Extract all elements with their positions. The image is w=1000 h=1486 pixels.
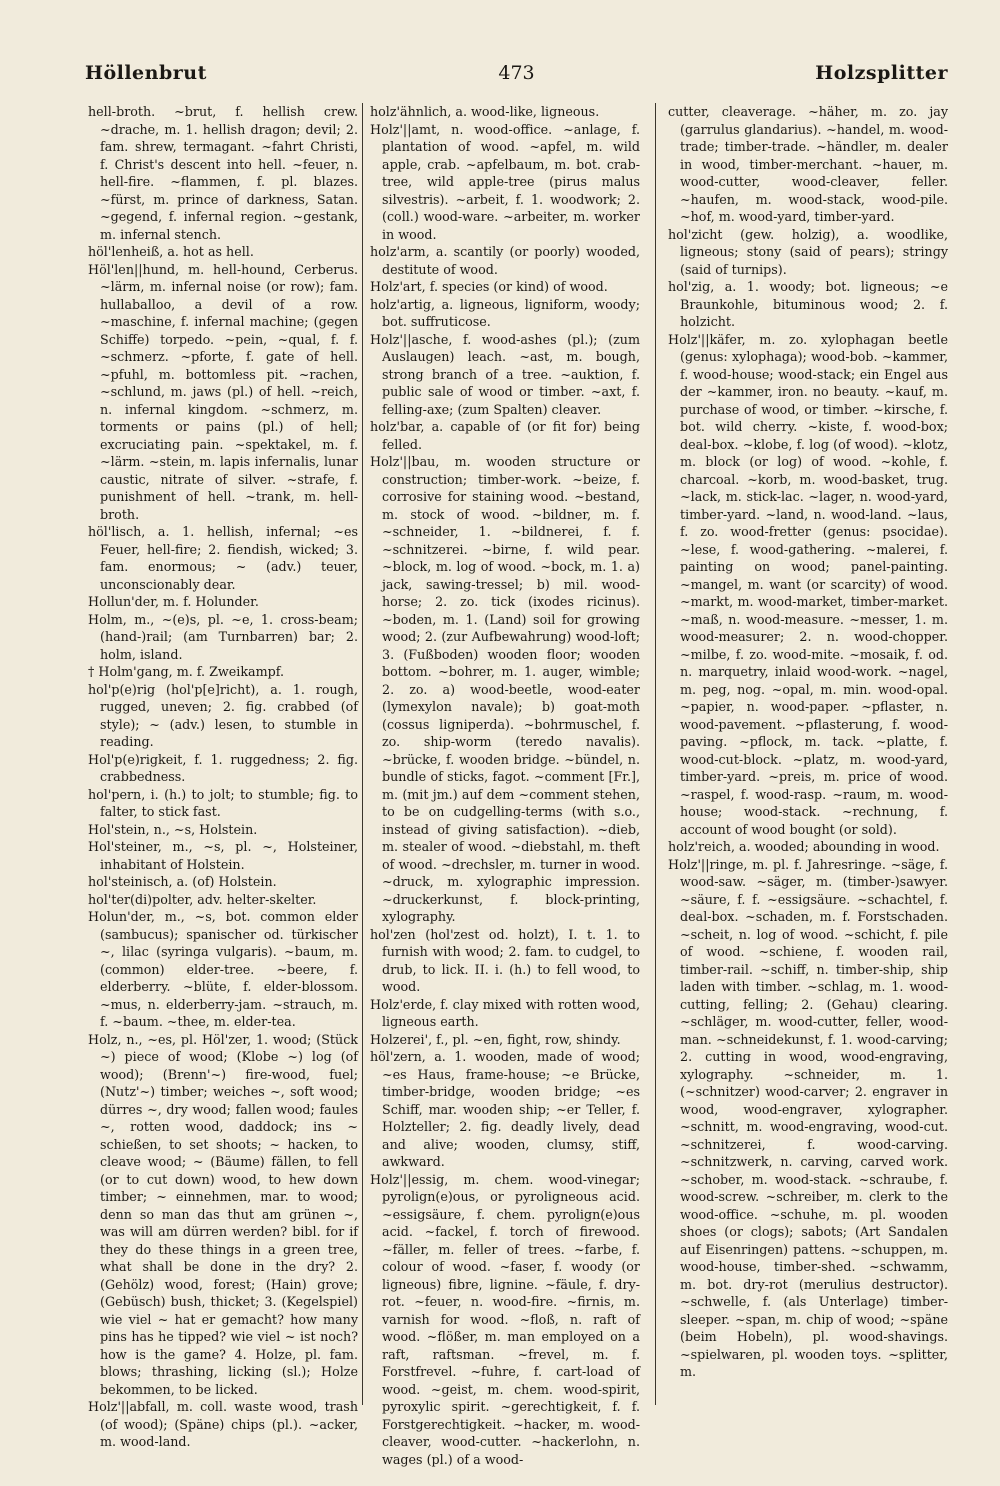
dictionary-entry: holz'reich, a. wooded; abounding in wood. [668,839,940,854]
column-1 [88,103,358,1449]
dictionary-entry: Holz'||käfer, m. zo. xylophagan beetle (genus: xylophaga); wood-bob. ~kammer, f. wood-house; wood-stack; ein Engel aus der ~kammer, iron. no beauty. ~kauf, m. purchase of wood, or timber. ~kirsche, f. bot. wild cherry. ~kiste, f. wood-box; deal-box. ~klobe, f. log (of wood). ~klotz, m. block (or log) of wood. ~kohle, f. charcoal. ~korb, m. wood-basket, trug. ~lack, m. stick-lac. ~lager, n. wood-yard, timber-yard. ~land, n. wood-land. ~laus, f. zo. wood-fretter (genus: psocidae). ~lese, f. wood-gathering. ~malerei, f. painting on wood; panel-painting. ~mangel, m. want (or scarcity) of wood. ~markt, m. wood-market, timber-market. ~maß, n. wood-measure. ~messer, 1. m. wood-measurer; 2. n. wood-chopper. ~milbe, f. zo. wood-mite. ~mosaik, f. od. n. marquetry, inlaid wood-work. ~nagel, m. peg, nog. ~opal, m. min. wood-opal. ~papier, n. wood-paper. ~pflaster, n. wood-pavement. ~pflasterung, f. wood-paving. ~pflock, m. tack. ~platte, f. wood-cut-block. ~platz, m. wood-yard, timber-yard. ~preis, m. price of wood. ~raspel, f. wood-rasp. ~raum, m. wood-house; wood-stack. ~rechnung, f. account of wood bought (or sold). [668,331,948,837]
dictionary-entry: Holz'erde, f. clay mixed with rotten wood, ligneous earth. [370,996,640,1029]
dictionary-entry: hell-broth. ~brut, f. hellish crew. ~drache, m. 1. hellish dragon; devil; 2. fam. shrew, termagant. ~fahrt Christi, f. Christ's descent into hell. ~feuer, n. hell-fire. ~flammen, f. pl. blazes. ~fürst, m. prince of darkness, Satan. ~gegend, f. infernal region. ~gestank, m. infernal stench. [88,104,358,242]
dictionary-entry: holz'arm, a. scantily (or poorly) wooded, destitute of wood. [370,244,640,277]
dictionary-entry: Hol'steiner, m., ~s, pl. ~, Holsteiner, inhabitant of Holstein. [88,839,358,872]
dictionary-entry: hol'zicht (gew. holzig), a. woodlike, ligneous; stony (said of pears); stringy (said of turnips). [668,226,948,277]
column-rule [362,103,363,1405]
dictionary-entry: höl'lisch, a. 1. hellish, infernal; ~es Feuer, hell-fire; 2. fiendish, wicked; 3. fam. enormous; ~ (adv.) teuer, unconscionably dear. [88,524,358,592]
dictionary-entry: cutter, cleaverage. ~häher, m. zo. jay (garrulus glandarius). ~handel, m. wood-trade; timber-trade. ~händler, m. dealer in wood, timber-merchant. ~hauer, m. wood-cutter, wood-cleaver, feller. ~haufen, m. wood-stack, wood-pile. ~hof, m. wood-yard, timber-yard. [668,104,948,224]
dictionary-entry: hol'zen (hol'zest od. holzt), I. t. 1. to furnish with wood; 2. fam. to cudgel, to drub, to lick. II. i. (h.) to fell wood, to wood. [370,926,640,994]
dictionary-entry: Holun'der, m., ~s, bot. common elder (sambucus); spanischer od. türkischer ~, lilac (syringa vulgaris). ~baum, m. (common) elder-tree. ~beere, f. elderberry. ~blüte, f. elder-blossom. ~mus, n. elderberry-jam. ~strauch, m. f. ~baum. ~thee, m. elder-tea. [88,909,358,1029]
column-2 [370,103,640,1467]
dictionary-entry: Holm, m., ~(e)s, pl. ~e, 1. cross-beam; (hand-)rail; (am Turnbarren) bar; 2. holm, island. [88,611,358,662]
dictionary-entry: Holz'||bau, m. wooden structure or construction; timber-work. ~beize, f. corrosive for staining wood. ~bestand, m. stock of wood. ~bildner, m. f. ~schneider, 1. ~bildnerei, f. f. ~schnitzerei. ~birne, f. wild pear. ~block, m. log of wood. ~bock, m. 1. a) jack, sawing-tressel; b) mil. wood-horse; 2. zo. tick (ixodes ricinus). ~boden, m. 1. (Land) soil for growing wood; 2. (zur Aufbewahrung) wood-loft; 3. (Fußboden) wooden floor; wooden bottom. ~bohrer, m. 1. auger, wimble; 2. zo. a) wood-beetle, wood-eater (lymexylon navale); b) goat-moth (cossus ligniperda). ~bohrmuschel, f. zo. ship-worm (teredo navalis). ~brücke, f. wooden bridge. ~bündel, n. bundle of sticks, fagot. ~comment [Fr.], m. (mit jm.) auf dem ~comment stehen, to be on cudgelling-terms (with s.o., instead of giving satisfaction). ~dieb, m. stealer of wood. ~diebstahl, m. theft of wood. ~drechsler, m. turner in wood. ~druck, m. xylographic impression. ~druckerkunst, f. block-printing, xylography. [370,454,640,924]
dictionary-entry: Hol'p(e)rigkeit, f. 1. ruggedness; 2. fig. crabbedness. [88,751,358,784]
dictionary-entry: höl'zern, a. 1. wooden, made of wood; ~es Haus, frame-house; ~e Brücke, timber-bridge, wooden bridge; ~es Schiff, mar. wooden ship; ~er Teller, f. Holzteller; 2. fig. deadly lively, dead and alive; wooden, clumsy, stiff, awkward. [370,1049,640,1169]
dictionary-entry: Holz'||asche, f. wood-ashes (pl.); (zum Auslaugen) leach. ~ast, m. bough, strong branch of a tree. ~auktion, f. public sale of wood or timber. ~axt, f. felling-axe; (zum Spalten) cleaver. [370,331,640,417]
dictionary-entry: Holz'||ringe, m. pl. f. Jahresringe. ~säge, f. wood-saw. ~säger, m. (timber-)sawyer. ~säure, f. f. ~essigsäure. ~schachtel, f. deal-box. ~schaden, m. f. Forstschaden. ~scheit, n. log of wood. ~schicht, f. pile of wood. ~schiene, f. wooden rail, timber-rail. ~schiff, n. timber-ship, ship laden with timber. ~schlag, m. 1. wood-cutting, felling; 2. (Gehau) clearing. ~schläger, m. wood-cutter, feller, wood-man. ~schneidekunst, f. 1. wood-carving; 2. cutting in wood, wood-engraving, xylography. ~schneider, m. 1. (~schnitzer) wood-carver; 2. engraver in wood, wood-engraver, xylographer. ~schnitt, m. wood-engraving, wood-cut. ~schnitzerei, f. wood-carving. ~schnitzwerk, n. carving, carved work. ~schober, m. wood-stack. ~schraube, f. wood-screw. ~schreiber, m. clerk to the wood-office. ~schuhe, m. pl. wooden shoes (or clogs); sabots; (Art Sandalen auf Eisenringen) pattens. ~schuppen, m. wood-house, timber-shed. ~schwamm, m. bot. dry-rot (merulius destructor). ~schwelle, f. (als Unterlage) timber-sleeper. ~span, m. chip of wood; ~späne (beim Hobeln), pl. wood-shavings. ~spielwaren, pl. wooden toys. ~splitter, m. [668,856,948,1379]
dictionary-entry: Holz, n., ~es, pl. Höl'zer, 1. wood; (Stück ~) piece of wood; (Klobe ~) log (of wood); (Brenn'~) fire-wood, fuel; (Nutz'~) timber; weiches ~, soft wood; dürres ~, dry wood; fallen wood; faules ~, rotten wood, daddock; ins ~ schießen, to set shoots; ~ hacken, to cleave wood; ~ (Bäume) fällen, to fell (or to cut down) wood, to hew down timber; ~ einnehmen, mar. to wood; denn so man das thut am grünen ~, was will am dürren werden? bibl. for if they do these things in a green tree, what shall be done in the dry? 2. (Gehölz) wood, forest; (Hain) grove; (Gebüsch) bush, thicket; 3. (Kegelspiel) wie viel ~ hat er gemacht? how many pins has he tipped? wie viel ~ ist noch? how is the game? 4. Holze, pl. fam. blows; thrashing, licking (sl.); Holze bekommen, to be licked. [88,1031,358,1397]
dictionary-entry: Hol'stein, n., ~s, Holstein. [88,821,258,837]
dictionary-entry: höl'lenheiß, a. hot as hell. [88,244,254,259]
dictionary-entry: holz'artig, a. ligneous, ligniform, woody; bot. suffruticose. [370,296,640,329]
dictionary-entry: Holz'||amt, n. wood-office. ~anlage, f. plantation of wood. ~apfel, m. wild apple, crab. ~apfelbaum, m. bot. crab-tree, wild apple-tree (pirus malus silvestris). ~arbeit, f. 1. woodwork; 2. (coll.) wood-ware. ~arbeiter, m. worker in wood. [370,121,640,242]
dictionary-entry: holz'bar, a. capable of (or fit for) being felled. [370,419,640,452]
dictionary-entry: Holzerei', f., pl. ~en, fight, row, shindy. [370,1031,621,1047]
dictionary-entry: Hollun'der, m. f. Holunder. [88,594,259,609]
dictionary-entry: holz'ähnlich, a. wood-like, ligneous. [370,104,600,119]
dictionary-entry: hol'pern, i. (h.) to jolt; to stumble; fig. to falter, to stick fast. [88,786,358,819]
page-number: 473 [498,62,535,84]
dictionary-entry: hol'p(e)rig (hol'p[e]richt), a. 1. rough, rugged, uneven; 2. fig. crabbed (of style); ~ (adv.) lesen, to stumble in reading. [88,681,358,749]
column-rule [655,103,656,1405]
dictionary-entry: † Holm'gang, m. f. Zweikampf. [88,664,285,679]
dictionary-entry: Holz'art, f. species (or kind) of wood. [370,279,608,294]
dictionary-entry: hol'steinisch, a. (of) Holstein. [88,874,277,889]
dictionary-entry: hol'zig, a. 1. woody; bot. ligneous; ~e Braunkohle, bituminous wood; 2. f. holzicht. [668,279,948,329]
header-right-catchword: Holzsplitter [815,62,948,84]
dictionary-entry: Holz'||abfall, m. coll. waste wood, trash (of wood); (Späne) chips (pl.). ~acker, m. wood-land. [88,1399,358,1449]
page-header [85,60,948,100]
dictionary-entry: Holz'||essig, m. chem. wood-vinegar; pyrolign(e)ous, or pyroligneous acid. ~essigsäure, f. chem. pyrolign(e)ous acid. ~fackel, f. torch of firewood. ~fäller, m. feller of trees. ~farbe, f. colour of wood. ~faser, f. woody (or ligneous) fibre, lignine. ~fäule, f. dry-rot. ~feuer, n. wood-fire. ~firnis, m. varnish for wood. ~floß, n. raft of wood. ~flößer, m. man employed on a raft, raftsman. ~frevel, m. f. Forstfrevel. ~fuhre, f. cart-load of wood. ~geist, m. chem. wood-spirit, pyroxylic spirit. ~gerechtigkeit, f. f. Forstgerechtigkeit. ~hacker, m. wood-cleaver, wood-cutter. ~hackerlohn, n. wages (pl.) of a wood- [370,1171,640,1467]
dictionary-entry: Höl'len||hund, m. hell-hound, Cerberus. ~lärm, m. infernal noise (or row); fam. hullaballoo, a devil of a row. ~maschine, f. infernal machine; (gegen Schiffe) torpedo. ~pein, ~qual, f. f. ~schmerz. ~pforte, f. gate of hell. ~pfuhl, m. bottomless pit. ~rachen, ~schlund, m. jaws (pl.) of hell. ~reich, n. infernal kingdom. ~schmerz, m. torments or pains (pl.) of hell; excruciating pain. ~spektakel, m. f. ~lärm. ~stein, m. lapis infernalis, lunar caustic, nitrate of silver. ~strafe, f. punishment of hell. ~trank, m. hell-broth. [88,261,358,522]
column-3 [668,103,948,1443]
header-left-catchword: Höllenbrut [85,62,207,84]
dictionary-entry: hol'ter(di)polter, adv. helter-skelter. [88,891,317,907]
